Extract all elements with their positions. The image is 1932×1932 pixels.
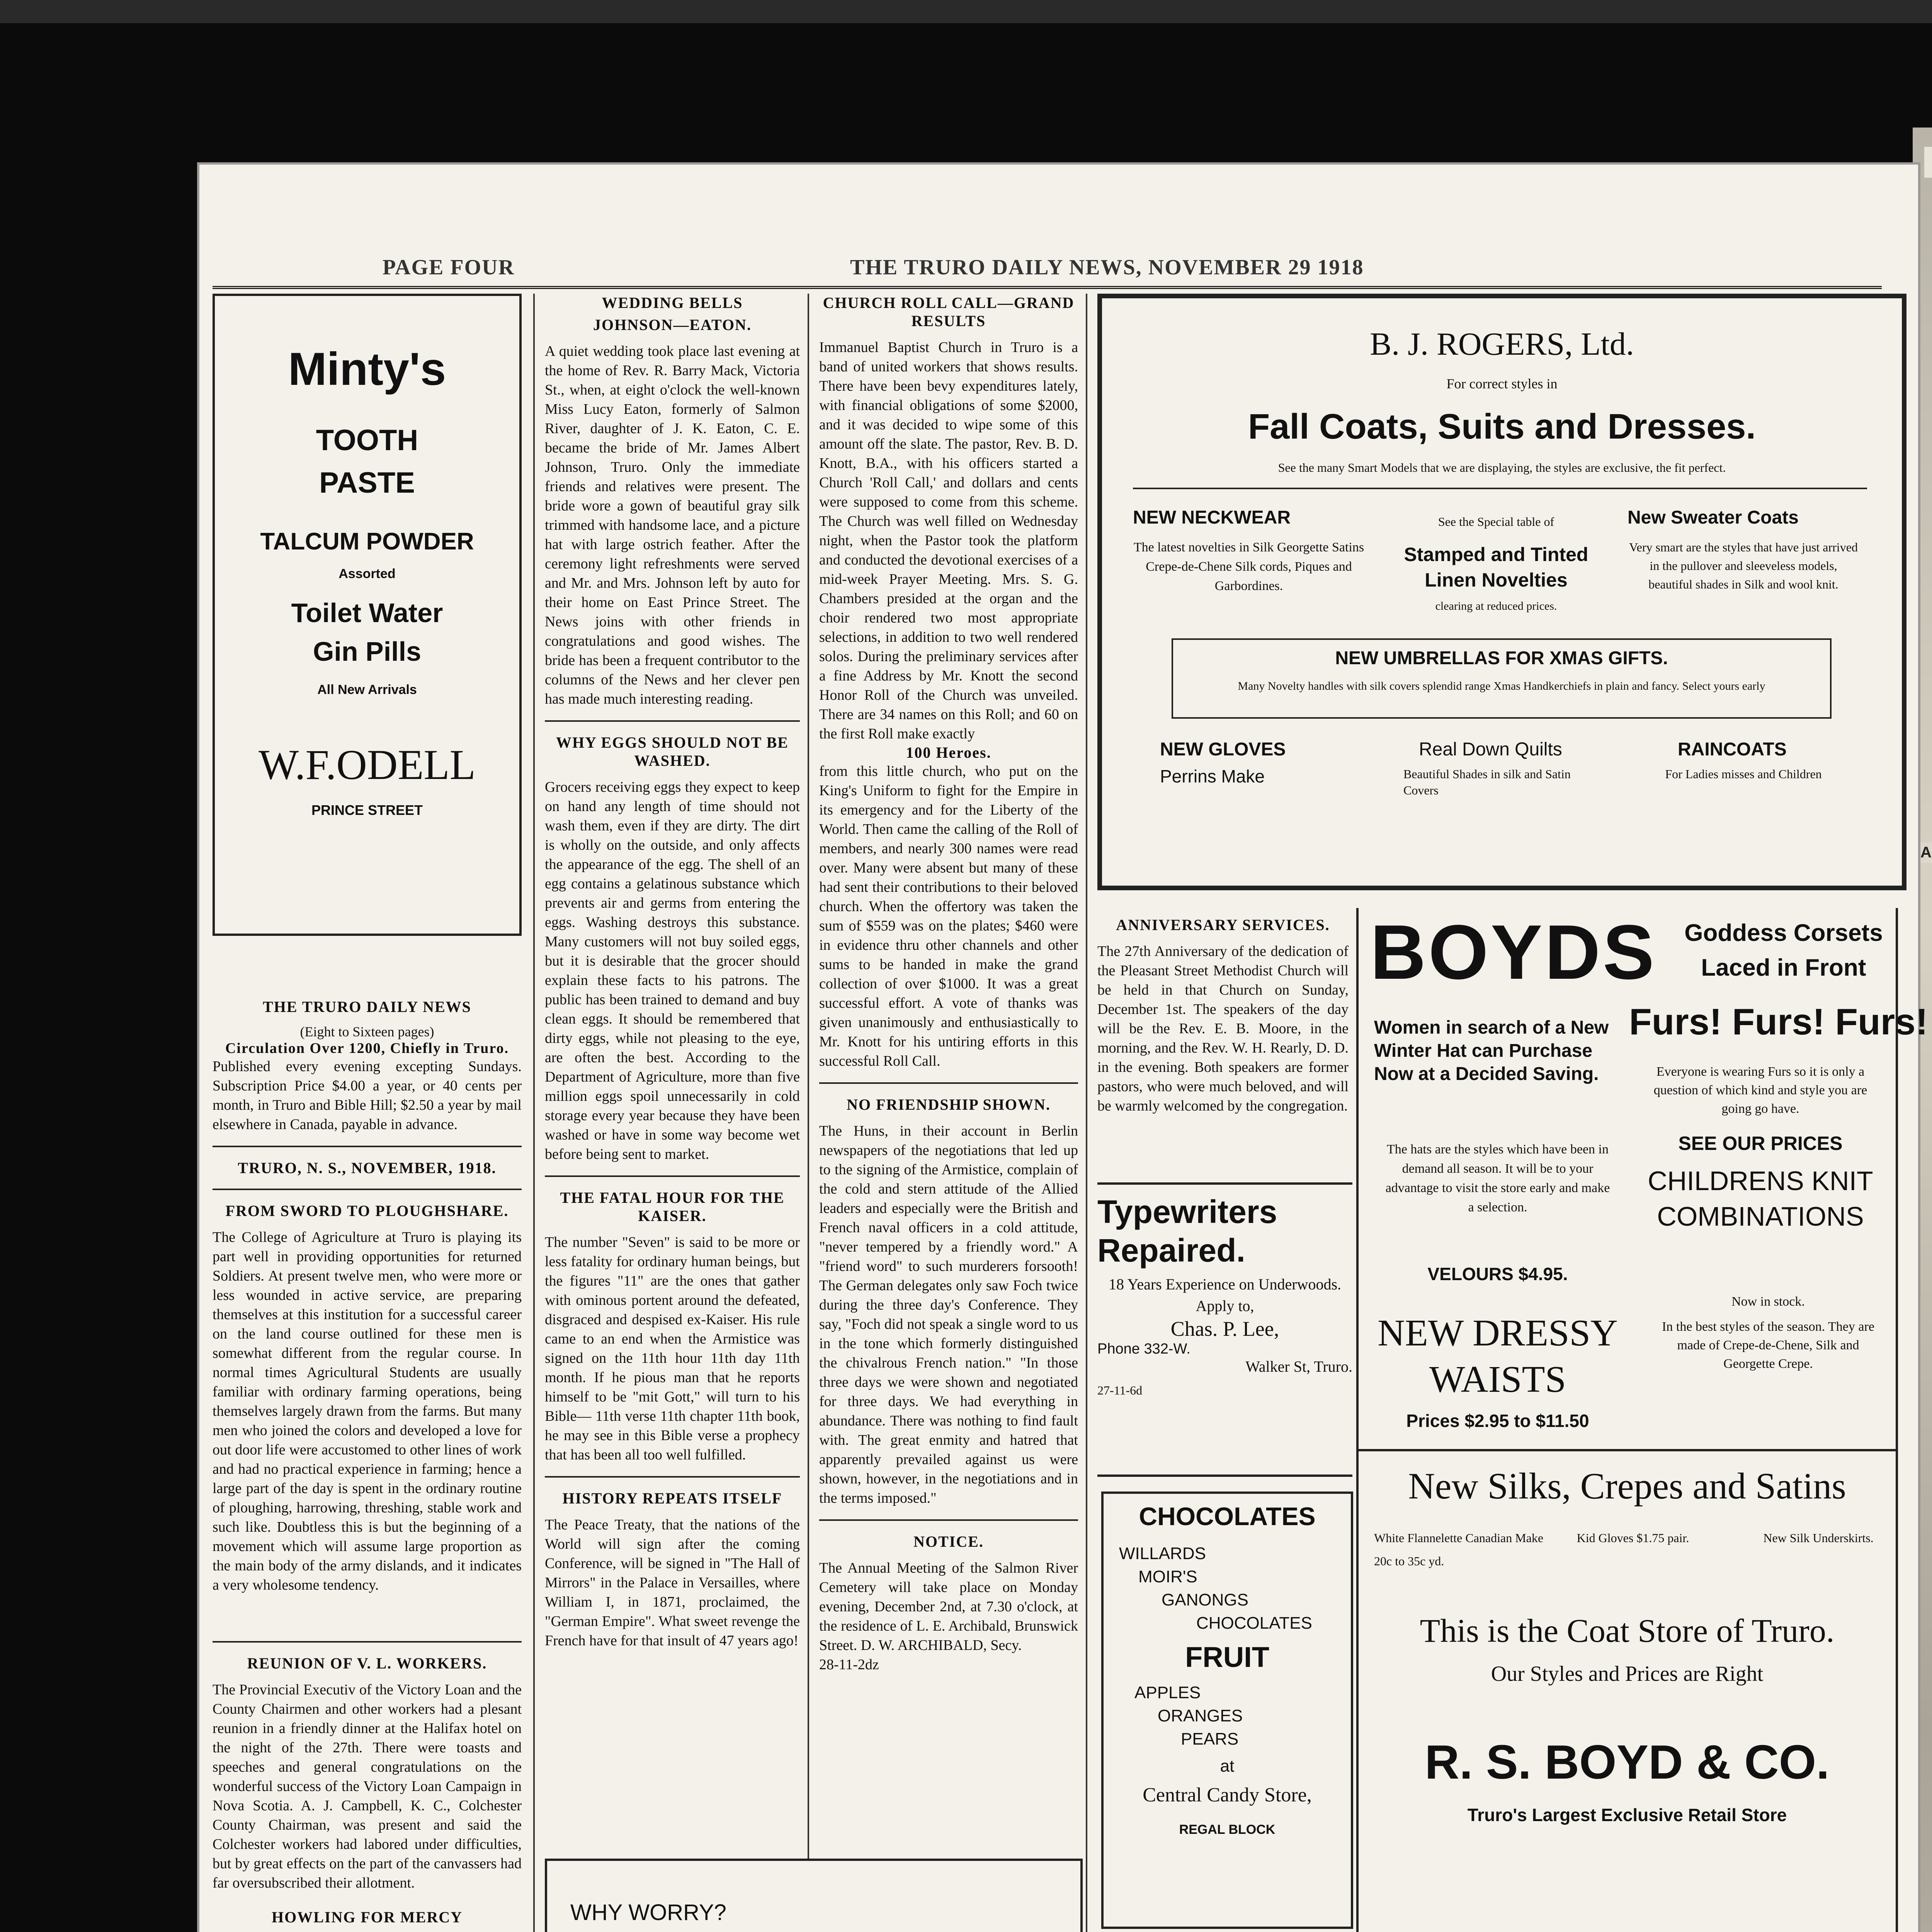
section-title: CHURCH ROLL CALL—GRAND RESULTS <box>823 294 1075 330</box>
chocolate-brand: MOIR'S <box>1138 1567 1197 1586</box>
candy-store-name: Central Candy Store, <box>1143 1784 1312 1806</box>
boyd-name: R. S. BOYD & CO. <box>1425 1736 1830 1789</box>
mintys-item: TOOTH <box>316 424 418 457</box>
hat-body: The hats are the styles which have been in demand all season. It will be to your advantage to visit the store early and make a selection. <box>1385 1142 1610 1214</box>
mintys-item: TALCUM POWDER <box>260 528 474 555</box>
see-prices: SEE OUR PRICES <box>1678 1133 1843 1154</box>
truro-news-pages: (Eight to Sixteen pages) <box>300 1024 434 1039</box>
candy-block: REGAL BLOCK <box>1179 1822 1276 1837</box>
special-pre: See the Special table of <box>1438 515 1554 529</box>
divider <box>545 720 800 722</box>
velours-price: VELOURS $4.95. <box>1427 1264 1568 1284</box>
article-body: The Annual Meeting of the Salmon River Cemetery will take place on Monday evening, December 2nd, at 7.30 o'clock, at the residence of L. E. Archibald, Brunswick Street. D. W. ARCHIBALD, Secy. <box>819 1560 1078 1653</box>
divider <box>213 1189 522 1190</box>
mintys-item: Assorted <box>338 566 396 581</box>
rogers-tagline: For correct styles in <box>1446 376 1558 391</box>
fruit-item: APPLES <box>1134 1683 1201 1702</box>
typewriter-body: 18 Years Experience on Underwoods. Apply to, <box>1108 1276 1342 1315</box>
column-rule <box>808 294 809 1932</box>
why-worry-title: WHY WORRY? <box>570 1900 726 1925</box>
article-body: from this little church, who put on the King's Uniform to fight for the Empire in its emergency and for the Liberty of the World. Then came the calling of the Roll of members, and nearly 300 names were read over. Many were absent but many of these had sent their contributions to their beloved church. When the offertory was taken the sum of $559 was on the plates; $460 were in evidence thru other channels and other sums to be handed in make the grand collection of over $1000. It was a great successful effort. A vote of thanks was given unanimously and enthusiastically to Mr. Knott for his untiring efforts in this successful Roll Call. <box>819 763 1078 1069</box>
divider <box>1359 1449 1896 1451</box>
quilts-body: Beautiful Shades in silk and Satin Covers <box>1403 767 1571 797</box>
typewriter-phone: Phone 332-W. <box>1097 1341 1190 1357</box>
boyd-ad <box>1356 908 1928 1932</box>
section-title: WHY EGGS SHOULD NOT BE WASHED. <box>556 734 789 769</box>
chocolate-brand: CHOCOLATES <box>1196 1614 1312 1633</box>
silks-headline: New Silks, Crepes and Satins <box>1408 1465 1846 1507</box>
candy-at: at <box>1220 1757 1235 1776</box>
mintys-street: PRINCE STREET <box>311 802 423 818</box>
section-title: THE TRURO DAILY NEWS <box>263 998 471 1015</box>
typewriter-ad <box>1097 1182 1352 1477</box>
candy-store-ad <box>1101 1492 1353 1929</box>
waists-price: Prices $2.95 to $11.50 <box>1406 1411 1589 1431</box>
boyds-logo: BOYDS <box>1370 909 1657 995</box>
stock-body: In the best styles of the season. They are made of Crepe-de-Chene, Silk and Georgette Crepe. <box>1662 1320 1874 1371</box>
section-title: HISTORY REPEATS ITSELF <box>562 1490 782 1507</box>
chocolate-brand: GANONGS <box>1162 1590 1248 1609</box>
notice-code: 28-11-2dz <box>819 1656 879 1673</box>
article-body: A quiet wedding took place last evening at the home of Rev. R. Barry Mack, Victoria St., when, at eight o'clock the well-known Miss Lucy Eaton, formerly of Salmon River, daughter of J. K. Eaton, C. E. became the bride of Mr. James Albert Johnson, Truro. Only the immediate friends and relatives were present. The bride wore a gown of beautiful gray silk trimmed with handsome lace, and a picture hat with large ostrich feather. After the ceremony light refreshments were served and Mr. and Mrs. Johnson left by auto for their home on East Prince Street. The News joins with other friends in congratulations and good wishes. The bride has been a frequent contributor to the columns of the News and her clever pen has made much interesting reading. <box>545 343 800 707</box>
column-3 <box>819 294 1078 1674</box>
article-body: Immanuel Baptist Church in Truro is a band of united workers that shows results. There have been bevy expenditures lately, with financial obligations of some $2000, and it was decided to wipe some of this amount off the slate. The pastor, Rev. B. D. Knott, B.A., with his officers started a Church 'Roll Call,' and dollars and cents were supposed to come from this scheme. The Church was well filled on Wednesday night, when the Pastor took the platform and conducted the devotional exercises of a mid-week Prayer Meeting. Mrs. S. G. Chambers presided at the organ and the choir rendered two most appropriate selections, in addition to two well rendered solos. During the preliminary services after a fine Address by Mr. Knott the second Honor Roll of the Church was unveiled. There are 34 names on this Roll; and 60 on the first Roll make exactly <box>819 339 1078 742</box>
section-subtitle: JOHNSON—EATON. <box>593 316 752 333</box>
neckwear-title: NEW NECKWEAR <box>1133 507 1291 528</box>
fruit-title: FRUIT <box>1185 1641 1269 1673</box>
edge-mark: A <box>1917 842 1932 863</box>
special-title: Stamped and Tinted Linen Novelties <box>1404 544 1588 591</box>
flannelette: White Flannelette Canadian Make 20c to 35c yd. <box>1374 1531 1544 1568</box>
sweater-body: Very smart are the styles that have just arrived in the pullover and sleeveless models, beautiful shades in Silk and wool knit. <box>1629 540 1858 591</box>
section-title: ANNIVERSARY SERVICES. <box>1116 916 1330 934</box>
section-title: FROM SWORD TO PLOUGHSHARE. <box>225 1202 509 1219</box>
furs-body: Everyone is wearing Furs so it is only a question of which kind and style you are going go have. <box>1653 1065 1867 1116</box>
article-body: The number "Seven" is said to be more or less fatality for ordinary human beings, but the figures "11" are the ones that gather with ominous portent around the defeated, disgraced and despised ex-Kaiser. His rule came to an end when the Armistice was signed on the 11th hour 11th day 11th month. If he pious man that he reports himself to be "mit Gott," will turn to his Bible— 11th verse 11th chapter 11th book, he may see in this Bible verse a prophecy that has been all too well fulfilled. <box>545 1234 800 1463</box>
mintys-item: Gin Pills <box>313 636 422 667</box>
column-2 <box>545 294 800 1650</box>
divider <box>1133 488 1867 489</box>
truro-news-box <box>213 998 522 1134</box>
newspaper-page <box>197 162 1928 1932</box>
divider <box>545 1175 800 1177</box>
section-title: WEDDING BELLS <box>602 294 743 311</box>
kid-gloves: Kid Gloves $1.75 pair. <box>1577 1531 1689 1545</box>
rogers-name: B. J. ROGERS, Ltd. <box>1370 326 1634 362</box>
mintys-store: W.F.ODELL <box>259 741 476 788</box>
article-body: The College of Agriculture at Truro is playing its part well in providing opportunities for returned Soldiers. At present twelve men, who were more or less wounded in active service, are preparing themselves at this institution for a successful career on the land course outlined for these men is somewhat different from the regular course. In normal times Agricultural Students are usually familiar with ordinary farming operations, being themselves largely drawn from the farms. But many men who joined the colors and developed a love for out door life were accustomed to other lines of work and had no practical experience in farming; hence a large part of the day is spent in the ordinary routine of ploughing, harrowing, threshing, stable work and such like. Doubtless this is but the beginning of a movement which will assume large proportion as the main body of the army dislands, and it indicates a very wholesome tendency. <box>213 1229 522 1593</box>
chocolates-title: CHOCOLATES <box>1139 1502 1316 1531</box>
divider <box>819 1519 1078 1521</box>
article-body: The 27th Anniversary of the dedication of the Pleasant Street Methodist Church will be held in that Church on Sunday, December 1st. The speakers of the day will be the Rev. E. B. Moore, in the morning, and the Rev. W. H. Rearly, D. D. in the evening. Both speakers are former pastors, who were much beloved, and will be warmly welcomed by the congregation. <box>1097 943 1349 1114</box>
coat-store: This is the Coat Store of Truro. <box>1420 1612 1835 1649</box>
typewriter-title: Typewriters Repaired. <box>1097 1194 1277 1269</box>
umbrella-title: NEW UMBRELLAS FOR XMAS GIFTS. <box>1335 648 1668 668</box>
newspaper-title: THE TRURO DAILY NEWS, NOVEMBER 29 1918 <box>850 255 1364 279</box>
typewriter-address: Walker St, Truro. <box>1245 1358 1352 1375</box>
quilts-title: Real Down Quilts <box>1419 739 1562 760</box>
divider <box>819 1082 1078 1084</box>
mintys-item: Toilet Water <box>291 598 443 628</box>
raincoats-body: For Ladies misses and Children <box>1665 767 1822 781</box>
truro-news-body: Published every evening excepting Sundays. Subscription Price $4.00 a year, or 40 cents per month, in Truro and Bible Hill; $2.50 a year by mail elsewhere in Canada, payable in advance. <box>213 1058 522 1133</box>
neckwear-body: The latest novelties in Silk Georgette Satins Crepe-de-Chene Silk cords, Piques and Garbordines. <box>1133 540 1364 593</box>
film-edge-top <box>0 0 1932 23</box>
section-title: REUNION OF V. L. WORKERS. <box>247 1655 487 1672</box>
page-number: PAGE FOUR <box>383 255 515 279</box>
masthead <box>213 251 1882 289</box>
mintys-brand: Minty's <box>288 343 446 395</box>
typewriter-name: Chas. P. Lee, <box>1170 1317 1279 1340</box>
mintys-ad <box>213 294 522 936</box>
raincoats-title: RAINCOATS <box>1678 739 1787 760</box>
section-title: THE FATAL HOUR FOR THE KAISER. <box>560 1189 785 1225</box>
childrens-knit: CHILDRENS KNIT COMBINATIONS <box>1648 1166 1873 1231</box>
divider <box>545 1476 800 1478</box>
chocolate-brand: WILLARDS <box>1119 1544 1206 1563</box>
side-tab <box>1924 147 1932 178</box>
column-rule <box>533 294 535 1932</box>
styles-note: Our Styles and Prices are Right <box>1491 1662 1764 1686</box>
section-subtitle: 100 Heroes. <box>906 744 992 761</box>
divider <box>213 1641 522 1643</box>
anniversary-article <box>1097 916 1349 1116</box>
article-body: The Provincial Executiv of the Victory Loan and the County Chairmen and other workers had a plesant reunion in a friendly dinner at the Halifax hotel on the night of the 27th. There were toasts and speeches and general congratulations on the wonderful success of the Victory Loan Campaign in Nova Scotia. A. J. Campbell, K. C., Colchester County Chairman, was present and said the Colchester workers had labored under difficulties, but by great effects on the part of the canvassers had far oversubscribed their allotment. <box>213 1682 522 1891</box>
article-body: The Huns, in their account in Berlin newspapers of the negotiations that led up to the signing of the Armistice, complain of the cold and stern attitude of the Allied leaders and especially were the British and French naval officers in a cold attitude, "never tempered by a friendly word." A "friend word" to such murderers forsooth! The German delegates only saw Foch twice during the three day's Conference. They say, "Foch did not speak a single word to us in the tone which formerly distinguished the chivalrous French nation." "In those three days we were shown and negotiated for three days. We had everything in abundance. There was nothing to find fault with. The great enmity and hatred that apparently prevailed against us were shown, however, in the negotiations and in the terms imposed." <box>819 1123 1078 1506</box>
article-body: The Peace Treaty, that the nations of the World will sign after the coming Conference, will be signed in "The Hall of Mirrors" in the Palace in Versailles, where William I, in 1871, proclaimed, the "German Empire". What sweet revenge the French have for that insult of 47 years ago! <box>545 1517 800 1649</box>
divider <box>213 1146 522 1147</box>
column-rule <box>1086 294 1087 1932</box>
article-body: Grocers receiving eggs they expect to keep on hand any length of time should not wash them, even if they are dirty. The dirt is wholly on the outside, and only affects the appearance of the egg. The shell of an egg contains a gelatinous substance which prevents air and germs from entering the eggs. Washing destroys this substance. Many customers will not buy soiled eggs, but it is desirable that the grocer should explain these facts to his patrons. The public has been trained to demand and buy clean eggs. It should be remembered that dirty eggs, while not pleasing to the eye, are often the best. According to the Department of Agriculture, more than five million eggs spoil unnecessarily in cold storage every year because they have been washed or have in some way become wet before being sent to market. <box>545 779 800 1162</box>
section-title: NO FRIENDSHIP SHOWN. <box>847 1096 1051 1113</box>
sweater-title: New Sweater Coats <box>1628 507 1799 528</box>
special-post: clearing at reduced prices. <box>1435 600 1557 612</box>
rogers-headline: Fall Coats, Suits and Dresses. <box>1248 407 1756 446</box>
waists-headline: NEW DRESSY WAISTS <box>1378 1312 1618 1400</box>
column-1 <box>213 294 522 1932</box>
fruit-item: PEARS <box>1181 1730 1239 1748</box>
stock-note: Now in stock. <box>1731 1294 1805 1309</box>
gloves-title: NEW GLOVES <box>1160 739 1286 760</box>
typewriter-code: 27-11-6d <box>1097 1383 1143 1397</box>
umbrella-box <box>1172 638 1832 719</box>
silk-underskirts: New Silk Underskirts. <box>1763 1531 1874 1545</box>
section-title: NOTICE. <box>913 1533 984 1550</box>
truro-news-circulation: Circulation Over 1200, Chiefly in Truro. <box>225 1040 509 1056</box>
section-title: HOWLING FOR MERCY <box>272 1908 463 1926</box>
rogers-ad <box>1097 294 1906 890</box>
furs-headline: Furs! Furs! Furs! <box>1629 1001 1928 1043</box>
fruit-item: ORANGES <box>1158 1706 1243 1725</box>
umbrella-body: Many Novelty handles with silk covers splendid range Xmas Handkerchiefs in plain and fancy. Select yours early <box>1238 680 1765 692</box>
dateline: TRURO, N. S., NOVEMBER, 1918. <box>238 1159 497 1177</box>
corsets-headline: Goddess Corsets Laced in Front <box>1684 920 1883 981</box>
sponagle-ad <box>545 1859 1083 1932</box>
gloves-body: Perrins Make <box>1160 766 1265 786</box>
mintys-item: PASTE <box>319 466 415 499</box>
hat-headline: Women in search of a New Winter Hat can Purchase Now at a Decided Saving. <box>1374 1017 1609 1084</box>
mintys-note: All New Arrivals <box>317 682 417 697</box>
boyd-tag: Truro's Largest Exclusive Retail Store <box>1467 1805 1787 1825</box>
rogers-sub: See the many Smart Models that we are displaying, the styles are exclusive, the fit perfect. <box>1278 461 1726 474</box>
